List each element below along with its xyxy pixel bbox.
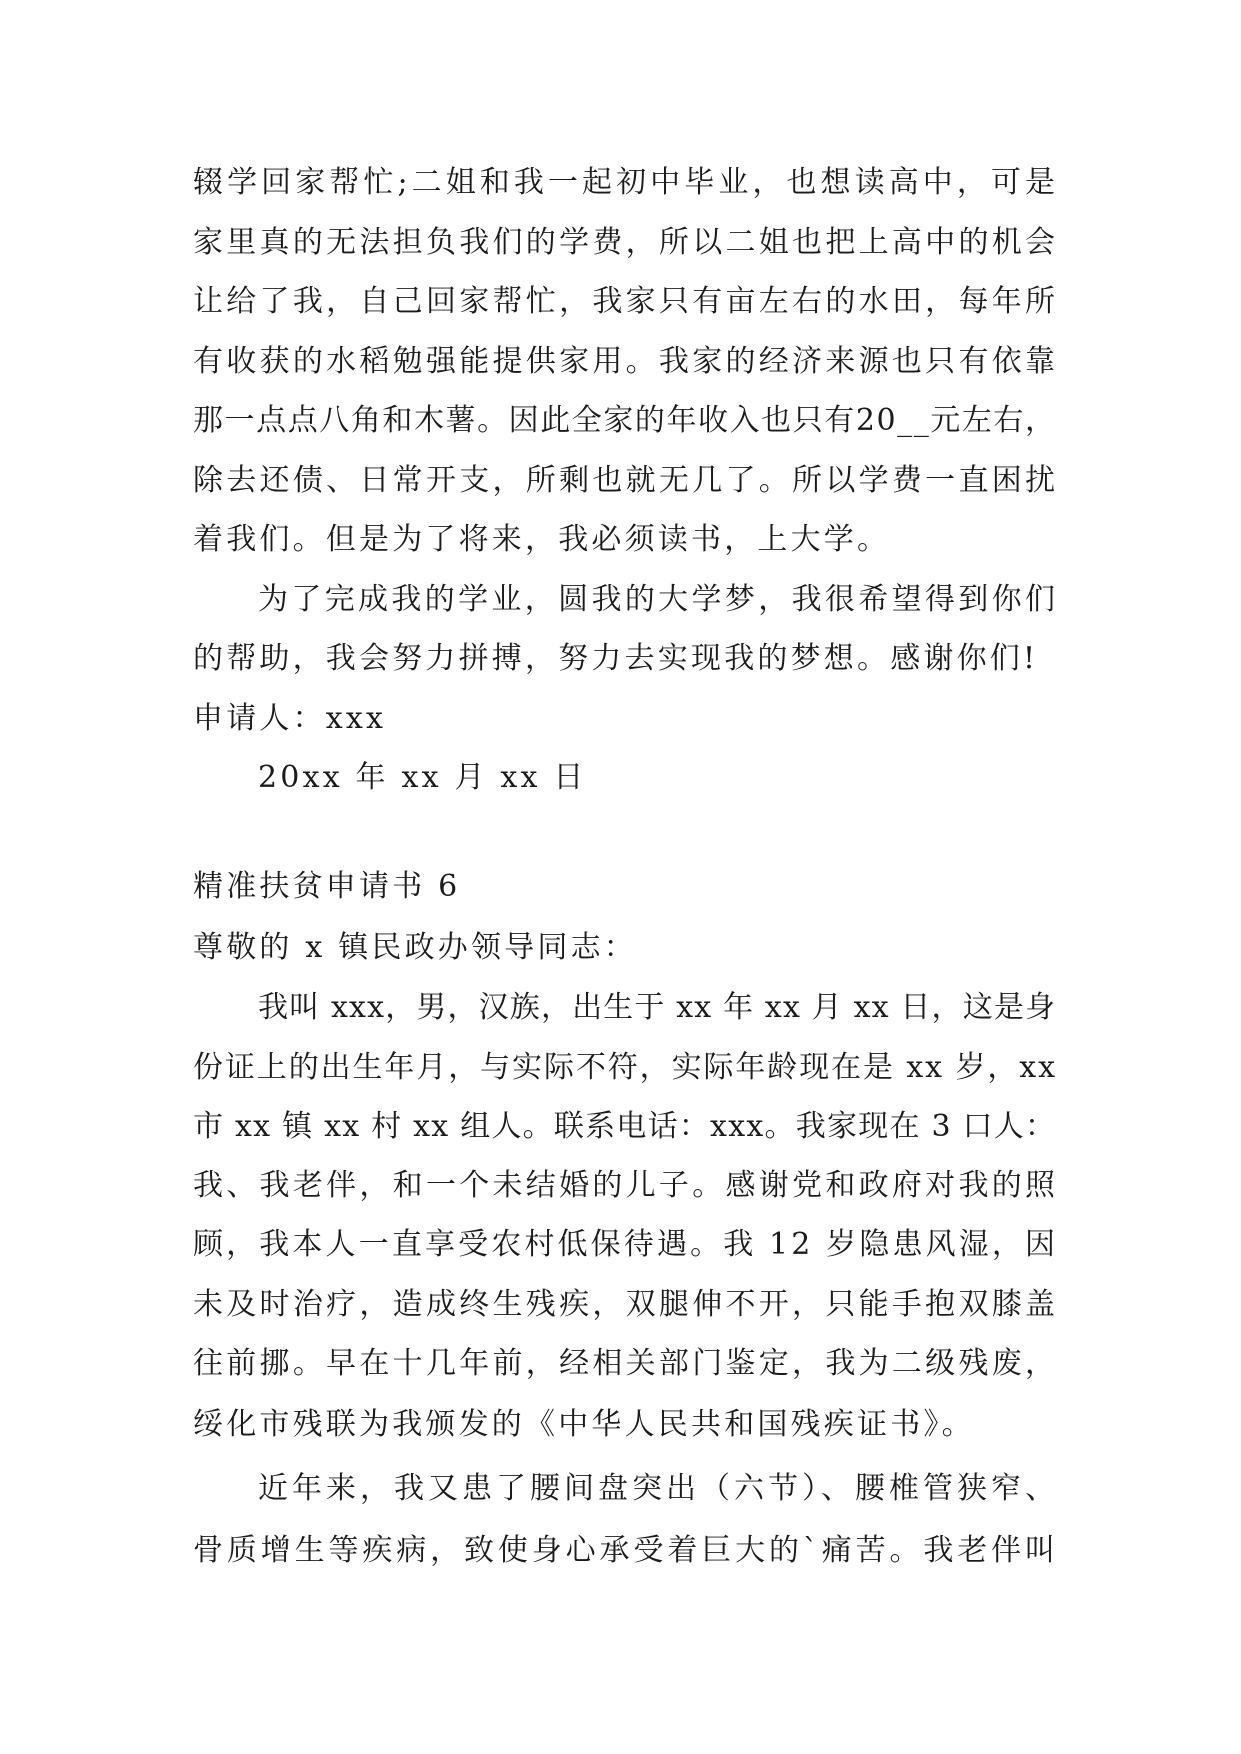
body-line: 市 xx 镇 xx 村 xx 组人。联系电话：xxx。我家现在 3 口人： <box>193 1109 1057 1144</box>
body-line: 那一点点八角和木薯。因此全家的年收入也只有20__元左右， <box>193 403 1057 438</box>
body-line: 我、我老伴，和一个未结婚的儿子。感谢党和政府对我的照 <box>193 1168 1059 1203</box>
date-line: 20xx 年 xx 月 xx 日 <box>258 760 587 795</box>
body-line: 有收获的水稻勉强能提供家用。我家的经济来源也只有依靠 <box>193 344 1059 379</box>
body-line: 骨质增生等疾病，致使身心承受着巨大的`痛苦。我老伴叫 <box>193 1533 1059 1568</box>
body-line: 我叫 xxx，男，汉族，出生于 xx 年 xx 月 xx 日，这是身 <box>258 990 1057 1025</box>
body-line: 着我们。但是为了将来，我必须读书，上大学。 <box>193 522 891 557</box>
body-line: 为了完成我的学业，圆我的大学梦，我很希望得到你们 <box>258 582 1059 617</box>
body-line: 绥化市残联为我颁发的《中华人民共和国残疾证书》。 <box>193 1407 975 1442</box>
body-line: 近年来，我又患了腰间盘突出（六节）、腰椎管狭窄、 <box>258 1471 1059 1506</box>
body-line: 份证上的出生年月，与实际不符，实际年龄现在是 xx 岁，xx <box>193 1050 1057 1085</box>
body-line: 家里真的无法担负我们的学费，所以二姐也把上高中的机会 <box>193 225 1059 260</box>
body-line: 除去还债、日常开支，所剩也就无几了。所以学费一直困扰 <box>193 463 1059 498</box>
signature-line: 申请人：xxx <box>193 701 387 736</box>
letter-title: 精准扶贫申请书 6 <box>193 869 461 904</box>
body-line: 顾，我本人一直享受农村低保待遇。我 12 岁隐患风湿，因 <box>193 1227 1059 1262</box>
body-line: 辍学回家帮忙;二姐和我一起初中毕业，也想读高中，可是 <box>193 165 1060 200</box>
salutation: 尊敬的 x 镇民政办领导同志： <box>193 930 637 965</box>
body-line: 的帮助，我会努力拼搏，努力去实现我的梦想。感谢你们! <box>193 641 1039 676</box>
body-line: 让给了我，自己回家帮忙，我家只有亩左右的水田，每年所 <box>193 284 1059 319</box>
body-line: 未及时治疗，造成终生残疾，双腿伸不开，只能手抱双膝盖 <box>193 1287 1059 1322</box>
body-line: 往前挪。早在十几年前，经相关部门鉴定，我为二级残废， <box>193 1346 1059 1381</box>
